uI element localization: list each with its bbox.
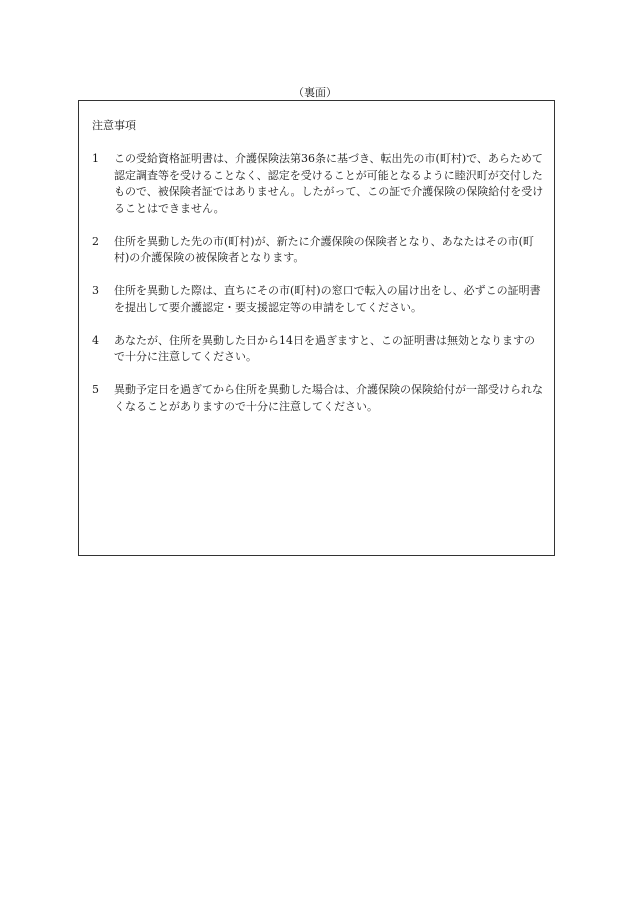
- notice-item-text: 異動予定日を過ぎてから住所を異動した場合は、介護保険の保険給付が一部受けられなくなることがありますので十分に注意してください。: [114, 383, 543, 413]
- notice-item-number: 5: [92, 383, 99, 396]
- notice-item-4: [92, 333, 545, 366]
- notice-item-text: 住所を異動した先の市(町村)が、新たに介護保険の保険者となり、あなたはその市(町村)の介護保険の被保険者となります。: [114, 234, 534, 264]
- notice-item-1: [92, 151, 545, 217]
- notice-item-text: この受給資格証明書は、介護保険法第36条に基づき、転出先の市(町村)で、あらためて認定調査等を受けることなく、認定を受けることが可能となるように睦沢町が交付したもので、被保険者証ではありません。したがって、この証で介護保険の保険給付を受けることはできません。: [114, 152, 544, 215]
- notice-item-number: 4: [92, 333, 99, 347]
- notice-item-number: 3: [92, 284, 99, 297]
- page-side-label: （裏面）: [293, 86, 337, 99]
- notice-item-text: あなたが、住所を異動した日から14日を過ぎますと、この証明書は無効となりますので十分に注意してください。: [114, 333, 535, 363]
- notice-item-number: 1: [92, 152, 99, 165]
- notice-list: [92, 151, 545, 432]
- notice-box: [78, 100, 555, 556]
- notice-item-number: 2: [92, 234, 99, 248]
- notice-heading: 注意事項: [92, 119, 136, 132]
- notice-item-3: [92, 283, 545, 316]
- notice-item-text: 住所を異動した際は、直ちにその市(町村)の窓口で転入の届け出をし、必ずこの証明書を提出して要介護認定・要支援認定等の申請をしてください。: [114, 284, 541, 314]
- notice-item-2: [92, 234, 545, 267]
- notice-item-5: [92, 382, 545, 415]
